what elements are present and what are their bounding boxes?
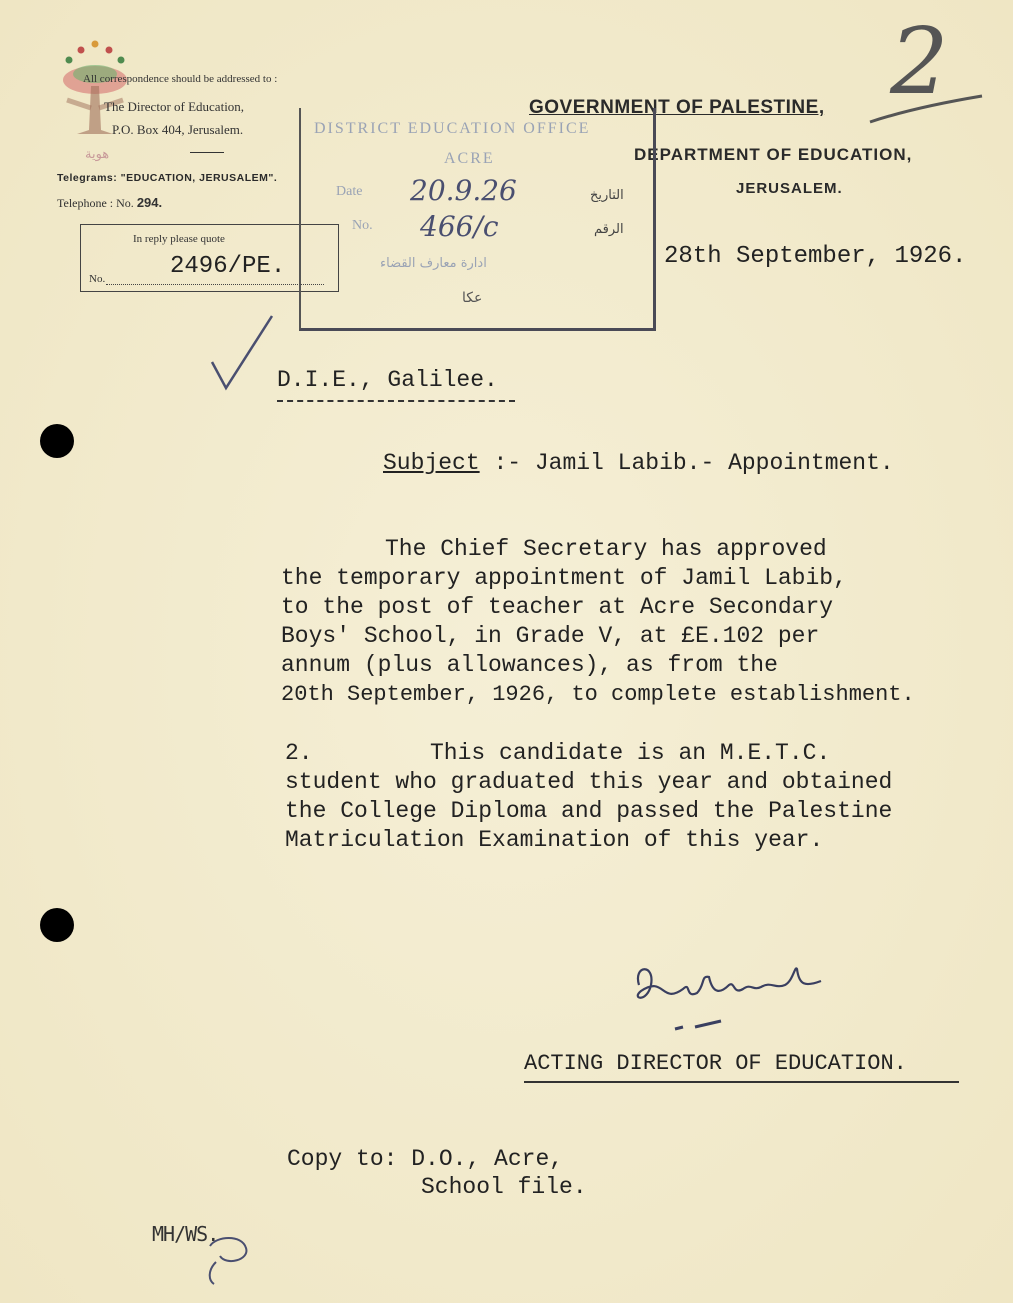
letter-date: 28th September, 1926.: [664, 243, 967, 270]
body-p2-line-1: This candidate is an M.E.T.C.: [430, 740, 831, 766]
signature-title-underline: [524, 1081, 959, 1083]
checkmark-icon: [208, 312, 278, 392]
subject-label: Subject: [383, 450, 480, 476]
stamp-date-value: 20.9.26: [410, 174, 517, 207]
signature: [625, 955, 835, 1035]
body-p2-number: 2.: [285, 740, 313, 766]
stamp-date-label: Date: [336, 184, 363, 199]
dept-title: DEPARTMENT OF EDUCATION,: [634, 145, 913, 164]
telephone-number: 294.: [136, 195, 163, 210]
body-p1-line-3: to the post of teacher at Acre Secondary: [281, 594, 834, 620]
address-note: All correspondence should be addressed to :: [83, 73, 278, 85]
body-p1-line-6: 20th September, 1926, to complete establishment.: [281, 682, 915, 707]
reply-label: In reply please quote: [133, 233, 225, 245]
punch-hole-top: [40, 424, 74, 458]
body-p1-line-5: annum (plus allowances), as from the: [281, 652, 778, 678]
body-p2-line-4: Matriculation Examination of this year.: [285, 827, 824, 853]
folio-stroke: [866, 88, 986, 128]
telegrams: Telegrams: "EDUCATION, JERUSALEM".: [57, 172, 278, 184]
stamp-no-label: No.: [352, 218, 373, 233]
gov-title: GOVERNMENT OF PALESTINE,: [529, 97, 825, 118]
address-rule: [190, 152, 224, 153]
stamp-no-value: 466/c: [420, 210, 499, 243]
body-p1-line-2: the temporary appointment of Jamil Labib,: [281, 565, 847, 591]
address-line-2: P.O. Box 404, Jerusalem.: [112, 122, 244, 137]
stamp-no-label-ar: الرقم: [594, 222, 624, 237]
address-line-1: The Director of Education,: [104, 99, 245, 114]
city: JERUSALEM.: [736, 180, 843, 197]
copy-line-2: School file.: [421, 1174, 587, 1200]
punch-hole-bottom: [40, 908, 74, 942]
body-p1-line-4: Boys' School, in Grade V, at £E.102 per: [281, 623, 820, 649]
copy-to-line-1: [287, 1145, 563, 1174]
addressee: D.I.E., Galilee.: [277, 367, 498, 393]
body-p2-line-3: the College Diploma and passed the Palestine: [285, 798, 893, 824]
reply-no-label: No.: [89, 273, 106, 285]
stamp-place: ACRE: [444, 150, 495, 167]
stamp-date-label-ar: التاريخ: [590, 188, 624, 203]
telephone: [57, 195, 162, 211]
reply-dotted-line: [106, 284, 324, 285]
stamp-footer-ar: ادارة معارف القضاء: [380, 256, 487, 271]
folio-number: 2: [890, 8, 949, 115]
copy-label: Copy to:: [287, 1146, 398, 1172]
initials-scribble: [196, 1226, 256, 1286]
svg-text:هوية: هوية: [85, 147, 110, 162]
subject-line: [383, 449, 894, 478]
body-p1-line-1: The Chief Secretary has approved: [385, 536, 827, 562]
reply-number: 2496/PE.: [170, 253, 286, 280]
addressee-underline: [277, 400, 515, 402]
stamp-office: DISTRICT EDUCATION OFFICE: [314, 120, 591, 137]
body-p2-line-2: student who graduated this year and obtained: [285, 769, 893, 795]
copy-line-1: D.O., Acre,: [411, 1146, 564, 1172]
signature-title: ACTING DIRECTOR OF EDUCATION.: [524, 1051, 907, 1076]
subject-text: :- Jamil Labib.- Appointment.: [493, 450, 894, 476]
telephone-label: Telephone : No.: [57, 196, 134, 210]
stamp-mark-ar: عكا: [462, 290, 483, 306]
typist-initials: MH/WS.: [152, 1222, 219, 1246]
